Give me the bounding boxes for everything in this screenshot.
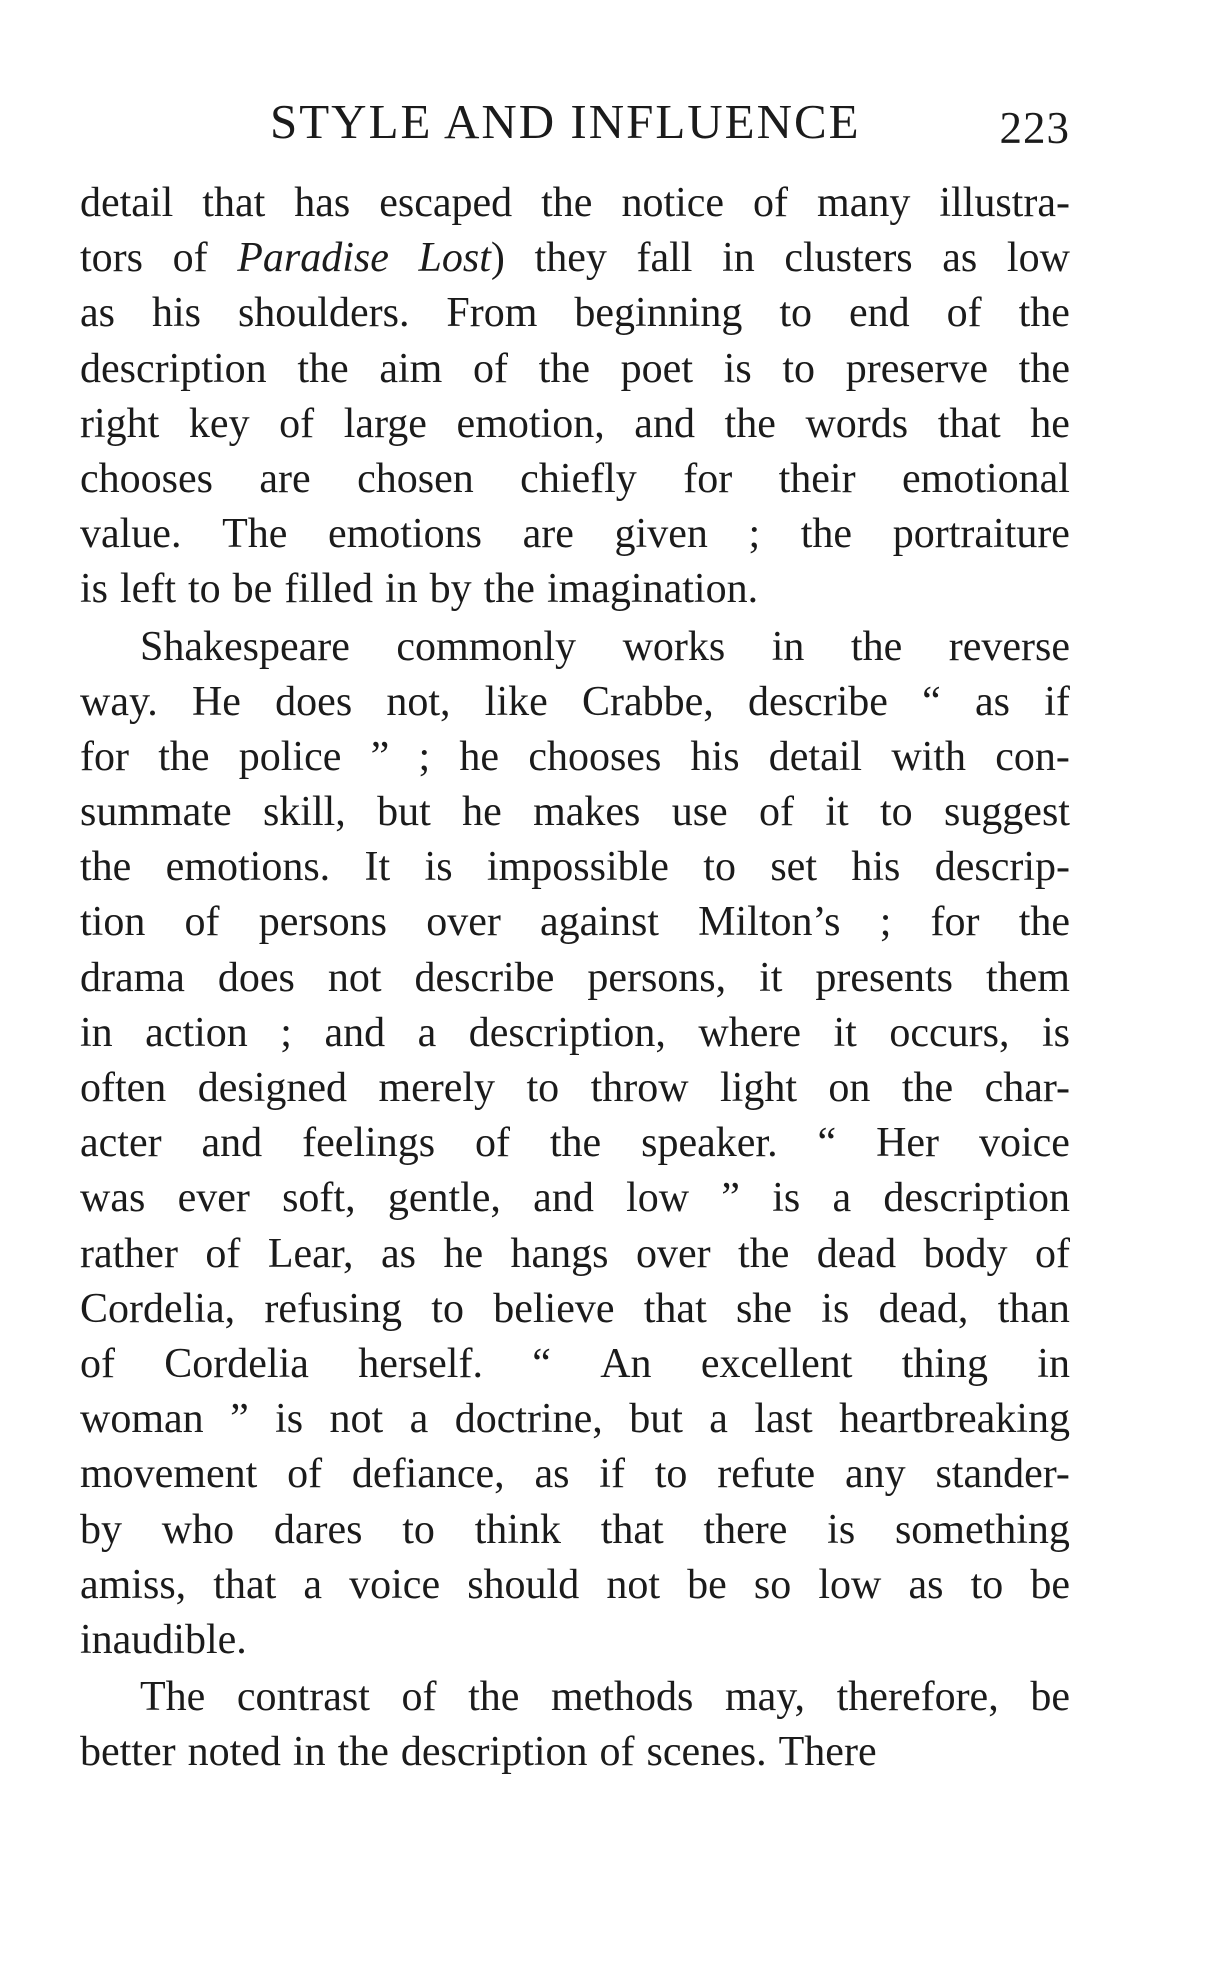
- text-line: [80, 562, 1070, 617]
- word: given: [614, 511, 708, 558]
- word: his: [151, 290, 201, 337]
- body-text: [80, 176, 1070, 1780]
- word: that: [213, 1561, 277, 1608]
- word: over: [635, 1230, 711, 1277]
- word: Paradise: [237, 235, 389, 282]
- text-line: [80, 1061, 1070, 1116]
- word: low: [626, 1175, 690, 1222]
- word: The: [140, 1674, 206, 1721]
- text-line: [80, 1447, 1070, 1502]
- word: description,: [468, 1009, 666, 1056]
- word: emotion,: [456, 400, 605, 447]
- running-head-title: STYLE AND INFLUENCE: [270, 94, 861, 149]
- word: and: [201, 1120, 263, 1167]
- word: the: [1018, 345, 1070, 392]
- word: of: [472, 345, 508, 392]
- word: description: [883, 1175, 1070, 1222]
- text-line: [80, 1558, 1070, 1613]
- word: persons: [258, 899, 388, 946]
- word: voice: [349, 1561, 441, 1608]
- word: rather: [80, 1230, 178, 1277]
- word: way.: [80, 678, 158, 725]
- word: in: [80, 1009, 113, 1056]
- word: describe: [414, 954, 555, 1001]
- word: to: [970, 1561, 1004, 1608]
- word: that: [202, 180, 266, 226]
- word: char-: [984, 1065, 1070, 1111]
- word: as: [80, 290, 115, 337]
- word: any: [844, 1451, 906, 1498]
- word: he: [443, 1230, 484, 1277]
- text-line: [80, 1725, 1070, 1780]
- word: and: [533, 1175, 594, 1222]
- word: to: [654, 1451, 688, 1498]
- word: is: [1041, 1009, 1070, 1056]
- word: it: [825, 789, 849, 836]
- word: the: [337, 1729, 389, 1776]
- word: better: [80, 1729, 176, 1776]
- word: chooses: [528, 733, 662, 780]
- word: movement: [80, 1451, 258, 1498]
- word: in: [1037, 1340, 1070, 1387]
- word: Milton’s: [698, 899, 841, 946]
- word: dead: [816, 1230, 897, 1277]
- word: who: [161, 1506, 235, 1553]
- text-line: [80, 1613, 1070, 1668]
- word: chiefly: [520, 455, 637, 502]
- word: large: [343, 400, 427, 447]
- word: works: [622, 623, 726, 670]
- word: the: [541, 180, 593, 226]
- word: ;: [418, 733, 431, 780]
- word: a: [303, 1561, 323, 1608]
- word: be: [232, 566, 273, 613]
- word: left: [120, 566, 176, 613]
- word: illustra-: [939, 180, 1070, 226]
- word: reverse: [948, 623, 1070, 670]
- word: does: [217, 954, 295, 1001]
- word: a: [832, 1175, 852, 1222]
- word: to: [526, 1065, 560, 1111]
- word: noted: [187, 1729, 281, 1776]
- word: occurs,: [889, 1009, 1010, 1056]
- word: is: [821, 1285, 850, 1332]
- text-line: [80, 840, 1070, 895]
- word: that: [643, 1285, 707, 1332]
- word: use: [671, 789, 728, 836]
- word: of: [1034, 1230, 1070, 1277]
- word: and: [634, 400, 695, 447]
- word: to: [402, 1506, 435, 1553]
- word: inaudible.: [80, 1616, 247, 1663]
- word: on: [828, 1065, 871, 1111]
- word: it: [833, 1009, 857, 1056]
- word: if: [599, 1451, 625, 1498]
- word: be: [1030, 1561, 1070, 1608]
- word: them: [985, 954, 1070, 1001]
- word: shoulders.: [237, 290, 410, 337]
- word: to: [879, 789, 913, 836]
- word: their: [778, 455, 856, 502]
- word: There: [778, 1729, 877, 1776]
- word: The: [222, 511, 288, 558]
- word: Lear,: [267, 1230, 354, 1277]
- word: should: [467, 1561, 580, 1608]
- word: are: [259, 455, 311, 502]
- word: An: [600, 1340, 652, 1387]
- word: gentle,: [387, 1175, 501, 1222]
- word: impossible: [486, 844, 669, 891]
- word: summate: [80, 789, 232, 836]
- word: for: [683, 455, 733, 502]
- word: chosen: [357, 455, 474, 502]
- word: a: [409, 1396, 429, 1443]
- word: amiss,: [80, 1561, 187, 1608]
- word: preserve: [845, 345, 988, 392]
- word: chooses: [80, 455, 213, 502]
- word: ;: [879, 899, 892, 946]
- word: Cordelia: [164, 1340, 309, 1387]
- word: notice: [621, 180, 725, 226]
- word: to: [187, 566, 221, 613]
- word: methods: [551, 1674, 694, 1721]
- paragraph: [80, 620, 1070, 1669]
- word: body: [923, 1230, 1008, 1277]
- word: that: [937, 400, 1001, 447]
- word: of: [172, 235, 208, 282]
- word: the: [738, 1230, 790, 1277]
- word: as: [381, 1230, 416, 1277]
- word: ;: [748, 511, 761, 558]
- text-line: [80, 620, 1070, 675]
- text-line: [80, 1116, 1070, 1171]
- word: is: [723, 345, 752, 392]
- word: suggest: [943, 789, 1070, 836]
- word: of: [474, 1120, 510, 1167]
- word: the: [1018, 290, 1070, 337]
- word: refute: [717, 1451, 816, 1498]
- word: presents: [815, 954, 953, 1001]
- text-line: [80, 452, 1070, 507]
- word: the: [549, 1120, 602, 1167]
- running-head: [80, 92, 1070, 152]
- word: low: [818, 1561, 882, 1608]
- word: the: [1018, 899, 1070, 946]
- word: is: [275, 1396, 304, 1443]
- word: defiance,: [351, 1451, 505, 1498]
- word: is: [827, 1506, 856, 1553]
- word: makes: [533, 789, 641, 836]
- word: persons,: [587, 954, 727, 1001]
- word: acter: [80, 1120, 162, 1167]
- word: soft,: [282, 1175, 356, 1222]
- word: key: [188, 400, 250, 447]
- word: the: [468, 1674, 520, 1721]
- word: the: [158, 733, 210, 780]
- text-line: [80, 1392, 1070, 1447]
- word: as: [975, 678, 1011, 725]
- word: poet: [620, 345, 693, 392]
- word: ever: [177, 1175, 250, 1222]
- text-line: [80, 1282, 1070, 1337]
- word: by: [80, 1506, 122, 1553]
- word: as: [942, 235, 978, 282]
- word: over: [426, 899, 501, 946]
- word: are: [522, 511, 574, 558]
- word: beginning: [574, 290, 743, 337]
- word: of: [599, 1729, 635, 1776]
- word: merely: [378, 1065, 496, 1111]
- word: designed: [197, 1065, 348, 1111]
- word: he: [1030, 400, 1070, 447]
- word: speaker.: [641, 1120, 778, 1167]
- word: throw: [590, 1065, 689, 1111]
- word: tors: [80, 235, 143, 282]
- word: of: [759, 789, 794, 836]
- word: a: [417, 1009, 437, 1056]
- word: dead,: [878, 1285, 969, 1332]
- word: aim: [379, 345, 443, 392]
- word: ”: [370, 733, 390, 780]
- word: his: [851, 844, 901, 891]
- word: Cordelia,: [80, 1285, 236, 1332]
- page-number: 223: [999, 103, 1070, 153]
- text-line: [80, 507, 1070, 562]
- word: he: [462, 789, 502, 836]
- word: emotional: [902, 455, 1070, 502]
- text-line: [80, 397, 1070, 452]
- word: “: [532, 1340, 551, 1387]
- word: the: [483, 566, 535, 613]
- word: in: [771, 623, 805, 670]
- word: where: [698, 1009, 802, 1056]
- word: last: [754, 1396, 813, 1443]
- word: dares: [273, 1506, 363, 1553]
- word: emotions: [328, 511, 482, 558]
- text-line: [80, 951, 1070, 1006]
- word: but: [377, 789, 431, 836]
- paragraph: [80, 176, 1070, 618]
- text-line: [80, 1503, 1070, 1558]
- word: hangs: [510, 1230, 609, 1277]
- word: imagination.: [546, 566, 759, 613]
- word: as: [908, 1561, 944, 1608]
- word: his: [690, 733, 740, 780]
- word: describe: [748, 678, 888, 725]
- word: not: [606, 1561, 660, 1608]
- word: scenes.: [646, 1729, 767, 1776]
- word: portraiture: [892, 511, 1070, 558]
- word: is: [80, 566, 109, 613]
- word: to: [431, 1285, 464, 1332]
- word: the: [800, 511, 853, 558]
- word: has: [294, 180, 351, 226]
- word: by: [429, 566, 472, 613]
- word: low: [1006, 235, 1070, 282]
- word: emotions.: [165, 844, 331, 891]
- word: is: [772, 1175, 801, 1222]
- word: “: [817, 1120, 837, 1167]
- word: description: [80, 345, 267, 392]
- word: in: [292, 1729, 326, 1776]
- text-line: [80, 730, 1070, 785]
- word: end: [849, 290, 910, 337]
- text-line: [80, 895, 1070, 950]
- word: the: [850, 623, 903, 670]
- word: the: [538, 345, 590, 392]
- word: woman: [80, 1396, 204, 1443]
- word: be: [1030, 1674, 1070, 1721]
- word: something: [894, 1506, 1070, 1553]
- word: value.: [80, 511, 182, 558]
- word: tion: [80, 899, 146, 946]
- word: and: [324, 1009, 386, 1056]
- text-line: [80, 1670, 1070, 1725]
- word: of: [753, 180, 789, 226]
- word: against: [540, 899, 659, 946]
- word: fall: [636, 235, 693, 282]
- text-line: [80, 1006, 1070, 1061]
- word: ”: [721, 1175, 740, 1222]
- word: detail: [80, 180, 174, 226]
- word: of: [401, 1674, 437, 1721]
- word: clusters: [784, 235, 913, 282]
- text-line: [80, 1171, 1070, 1226]
- word: in: [722, 235, 755, 282]
- word: doctrine,: [454, 1396, 603, 1443]
- text-line: [80, 176, 1070, 231]
- word: police: [238, 733, 342, 780]
- word: to: [779, 290, 813, 337]
- word: there: [703, 1506, 788, 1553]
- word: they: [534, 235, 607, 282]
- word: Lost): [418, 235, 505, 282]
- word: he: [459, 733, 500, 780]
- word: but: [629, 1396, 683, 1443]
- word: heartbreaking: [839, 1396, 1070, 1443]
- word: the: [901, 1065, 954, 1111]
- word: the: [297, 345, 349, 392]
- word: of: [184, 899, 220, 946]
- word: con-: [995, 733, 1070, 780]
- word: was: [80, 1175, 146, 1222]
- word: descrip-: [934, 844, 1070, 891]
- text-line: [80, 675, 1070, 730]
- word: From: [446, 290, 538, 337]
- word: may,: [724, 1674, 806, 1721]
- word: right: [80, 400, 160, 447]
- word: of: [279, 400, 315, 447]
- word: words: [805, 400, 909, 447]
- word: as: [534, 1451, 570, 1498]
- paragraph: [80, 1670, 1070, 1780]
- word: therefore,: [836, 1674, 999, 1721]
- word: for: [80, 733, 129, 780]
- word: skill,: [262, 789, 346, 836]
- word: a: [709, 1396, 728, 1443]
- text-line: [80, 231, 1070, 286]
- word: not,: [386, 678, 451, 725]
- word: feelings: [302, 1120, 436, 1167]
- word: of: [80, 1340, 115, 1387]
- word: stander-: [935, 1451, 1070, 1498]
- word: set: [770, 844, 817, 891]
- word: excellent: [700, 1340, 853, 1387]
- word: for: [930, 899, 980, 946]
- word: the: [724, 400, 776, 447]
- word: so: [753, 1561, 792, 1608]
- word: is: [424, 844, 453, 891]
- text-line: [80, 342, 1070, 397]
- word: escaped: [379, 180, 513, 226]
- word: than: [997, 1285, 1070, 1332]
- word: commonly: [396, 623, 577, 670]
- text-line: [80, 1227, 1070, 1282]
- word: the: [80, 844, 132, 891]
- text-line: [80, 1337, 1070, 1392]
- word: think: [474, 1506, 561, 1553]
- word: be: [687, 1561, 727, 1608]
- word: it: [759, 954, 783, 1001]
- word: ;: [280, 1009, 292, 1056]
- word: Her: [876, 1120, 940, 1167]
- word: of: [205, 1230, 241, 1277]
- word: not: [327, 954, 382, 1001]
- word: of: [946, 290, 982, 337]
- word: It: [364, 844, 391, 891]
- word: He: [191, 678, 241, 725]
- word: description: [400, 1729, 588, 1776]
- word: refusing: [264, 1285, 403, 1332]
- text-line: [80, 286, 1070, 341]
- word: she: [736, 1285, 793, 1332]
- word: with: [891, 733, 966, 780]
- word: many: [817, 180, 911, 226]
- word: of: [287, 1451, 323, 1498]
- word: filled: [284, 566, 373, 613]
- word: detail: [768, 733, 863, 780]
- word: believe: [493, 1285, 615, 1332]
- word: herself.: [358, 1340, 483, 1387]
- word: does: [275, 678, 353, 725]
- word: to: [703, 844, 736, 891]
- word: in: [384, 566, 418, 613]
- word: light: [719, 1065, 797, 1111]
- word: if: [1044, 678, 1070, 725]
- word: like: [484, 678, 548, 725]
- word: to: [782, 345, 816, 392]
- word: ”: [230, 1396, 249, 1443]
- word: voice: [978, 1120, 1070, 1167]
- word: contrast: [236, 1674, 370, 1721]
- word: thing: [901, 1340, 989, 1387]
- word: that: [600, 1506, 664, 1553]
- text-line: [80, 785, 1070, 840]
- word: often: [80, 1065, 167, 1111]
- word: Crabbe,: [581, 678, 714, 725]
- word: “: [922, 678, 941, 725]
- word: Shakespeare: [140, 623, 350, 670]
- word: not: [329, 1396, 384, 1443]
- word: action: [145, 1009, 248, 1056]
- word: drama: [80, 954, 185, 1001]
